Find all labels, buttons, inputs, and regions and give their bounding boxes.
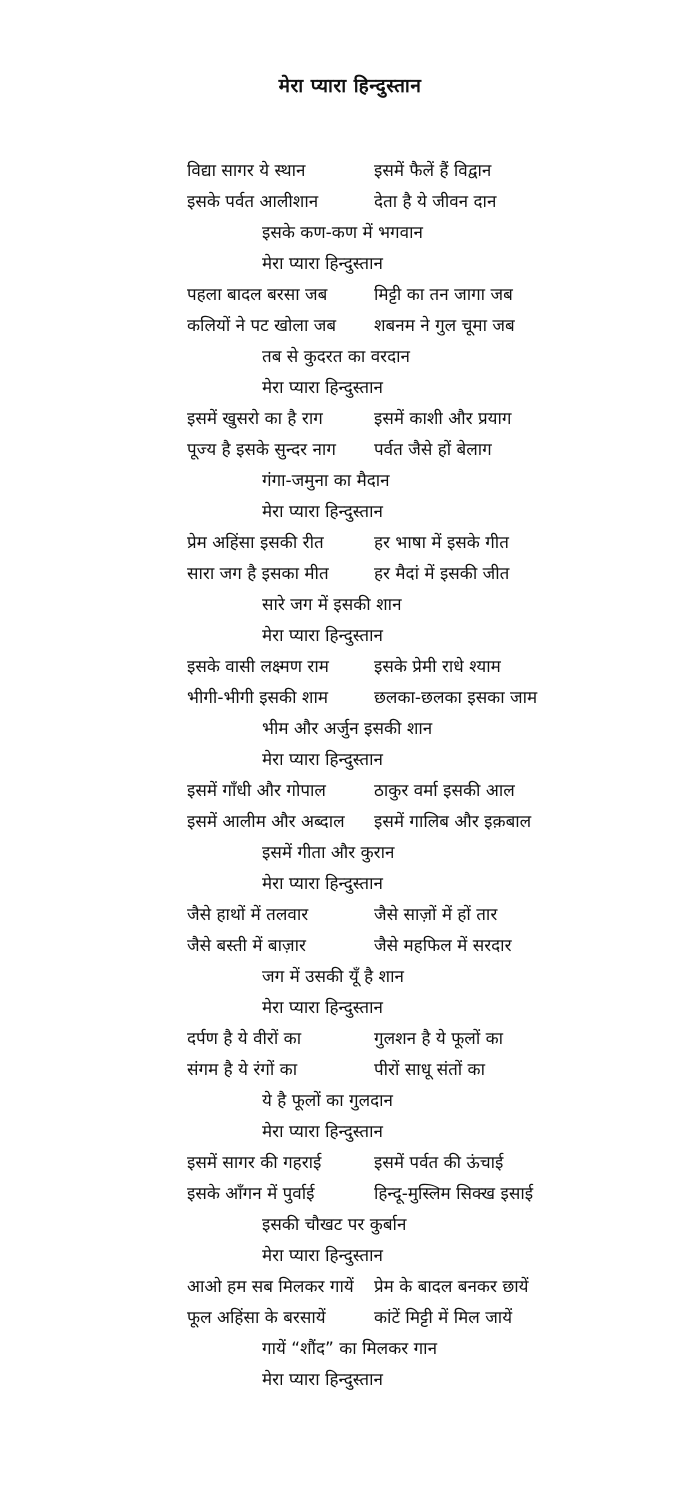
line-right-half: प्रेम के बादल बनकर छायें: [374, 1277, 529, 1297]
line-centered-text: मेरा प्यारा हिन्दुस्तान: [262, 502, 383, 522]
line-centered-text: भीम और अर्जुन इसकी शान: [262, 719, 433, 739]
refrain-line: [0, 249, 700, 280]
refrain-line: [0, 373, 700, 404]
line-centered-text: मेरा प्यारा हिन्दुस्तान: [262, 1370, 383, 1390]
refrain-line: [0, 218, 700, 249]
line-left-half: इसके आँगन में पुर्वाई: [187, 1184, 315, 1204]
line-right-half: देता है ये जीवन दान: [374, 192, 497, 212]
line-centered-text: इसकी चौखट पर कुर्बान: [262, 1215, 407, 1235]
line-centered-text: तब से कुदरत का वरदान: [262, 347, 410, 367]
couplet-line: [0, 683, 700, 714]
line-left-half: फूल अहिंसा के बरसायें: [187, 1308, 326, 1328]
poem-body: [0, 156, 700, 1396]
refrain-line: [0, 1334, 700, 1365]
couplet-line: [0, 1303, 700, 1334]
refrain-line: [0, 1086, 700, 1117]
line-left-half: इसमें सागर की गहराई: [187, 1153, 322, 1173]
line-left-half: इसमें खुसरो का है राग: [187, 409, 323, 429]
line-right-half: इसमें गालिब और इक़बाल: [374, 812, 532, 832]
couplet-line: [0, 404, 700, 435]
couplet-line: [0, 1272, 700, 1303]
poem-title: मेरा प्यारा हिन्दुस्तान: [278, 75, 422, 97]
couplet-line: [0, 1055, 700, 1086]
couplet-line: [0, 931, 700, 962]
line-left-half: दर्पण है ये वीरों का: [187, 1029, 302, 1049]
line-left-half: इसके वासी लक्ष्मण राम: [187, 657, 329, 677]
line-centered-text: मेरा प्यारा हिन्दुस्तान: [262, 874, 383, 894]
refrain-line: [0, 621, 700, 652]
couplet-line: [0, 311, 700, 342]
refrain-line: [0, 993, 700, 1024]
line-left-half: इसमें आलीम और अब्दाल: [187, 812, 345, 832]
line-right-half: इसमें काशी और प्रयाग: [374, 409, 512, 429]
couplet-line: [0, 1024, 700, 1055]
line-right-half: हर मैदां में इसकी जीत: [374, 564, 510, 584]
couplet-line: [0, 435, 700, 466]
couplet-line: [0, 528, 700, 559]
line-right-half: इसके प्रेमी राधे श्याम: [374, 657, 501, 677]
refrain-line: [0, 714, 700, 745]
line-left-half: संगम है ये रंगों का: [187, 1060, 298, 1080]
couplet-line: [0, 1179, 700, 1210]
refrain-line: [0, 466, 700, 497]
refrain-line: [0, 590, 700, 621]
line-centered-text: मेरा प्यारा हिन्दुस्तान: [262, 750, 383, 770]
line-right-half: मिट्टी का तन जागा जब: [374, 285, 513, 305]
line-centered-text: जग में उसकी यूँ है शान: [262, 967, 404, 987]
couplet-line: [0, 807, 700, 838]
line-centered-text: गंगा-जमुना का मैदान: [262, 471, 390, 491]
line-left-half: आओ हम सब मिलकर गायें: [187, 1277, 354, 1297]
line-centered-text: मेरा प्यारा हिन्दुस्तान: [262, 1246, 383, 1266]
refrain-line: [0, 1210, 700, 1241]
line-left-half: कलियों ने पट खोला जब: [187, 316, 337, 336]
line-left-half: पहला बादल बरसा जब: [187, 285, 328, 305]
couplet-line: [0, 900, 700, 931]
couplet-line: [0, 652, 700, 683]
line-centered-text: मेरा प्यारा हिन्दुस्तान: [262, 626, 383, 646]
couplet-line: [0, 156, 700, 187]
line-left-half: प्रेम अहिंसा इसकी रीत: [187, 533, 324, 553]
line-left-half: जैसे हाथों में तलवार: [187, 905, 309, 925]
line-right-half: शबनम ने गुल चूमा जब: [374, 316, 515, 336]
couplet-line: [0, 559, 700, 590]
refrain-line: [0, 342, 700, 373]
refrain-line: [0, 869, 700, 900]
refrain-line: [0, 745, 700, 776]
refrain-line: [0, 962, 700, 993]
line-left-half: भीगी-भीगी इसकी शाम: [187, 688, 329, 708]
line-right-half: जैसे साज़ों में हों तार: [374, 905, 498, 925]
line-right-half: पर्वत जैसे हों बेलाग: [374, 440, 492, 460]
line-right-half: हिन्दू-मुस्लिम सिक्ख इसाई: [374, 1184, 534, 1204]
refrain-line: [0, 1241, 700, 1272]
line-right-half: छलका-छलका इसका जाम: [374, 688, 538, 708]
line-centered-text: मेरा प्यारा हिन्दुस्तान: [262, 998, 383, 1018]
line-centered-text: सारे जग में इसकी शान: [262, 595, 402, 615]
line-centered-text: इसमें गीता और कुरान: [262, 843, 395, 863]
line-centered-text: इसके कण-कण में भगवान: [262, 223, 423, 243]
line-centered-text: मेरा प्यारा हिन्दुस्तान: [262, 378, 383, 398]
line-centered-text: मेरा प्यारा हिन्दुस्तान: [262, 1122, 383, 1142]
line-right-half: इसमें पर्वत की ऊंचाई: [374, 1153, 504, 1173]
couplet-line: [0, 187, 700, 218]
line-centered-text: गायें “शौंद” का मिलकर गान: [262, 1339, 438, 1359]
couplet-line: [0, 776, 700, 807]
refrain-line: [0, 838, 700, 869]
line-left-half: विद्या सागर ये स्थान: [187, 161, 306, 181]
refrain-line: [0, 1365, 700, 1396]
line-left-half: इसके पर्वत आलीशान: [187, 192, 319, 212]
couplet-line: [0, 280, 700, 311]
refrain-line: [0, 1117, 700, 1148]
line-left-half: इसमें गाँधी और गोपाल: [187, 781, 326, 801]
line-centered-text: मेरा प्यारा हिन्दुस्तान: [262, 254, 383, 274]
line-right-half: कांटें मिट्टी में मिल जायें: [374, 1308, 513, 1328]
refrain-line: [0, 497, 700, 528]
line-right-half: गुलशन है ये फूलों का: [374, 1029, 504, 1049]
line-left-half: सारा जग है इसका मीत: [187, 564, 329, 584]
line-centered-text: ये है फूलों का गुलदान: [262, 1091, 393, 1111]
line-right-half: ठाकुर वर्मा इसकी आल: [374, 781, 515, 801]
couplet-line: [0, 1148, 700, 1179]
line-right-half: जैसे महफिल में सरदार: [374, 936, 512, 956]
line-right-half: हर भाषा में इसके गीत: [374, 533, 509, 553]
line-left-half: जैसे बस्ती में बाज़ार: [187, 936, 306, 956]
line-left-half: पूज्य है इसके सुन्दर नाग: [187, 440, 336, 460]
line-right-half: इसमें फैलें हैं विद्वान: [374, 161, 492, 181]
line-right-half: पीरों साधू संतों का: [374, 1060, 486, 1080]
